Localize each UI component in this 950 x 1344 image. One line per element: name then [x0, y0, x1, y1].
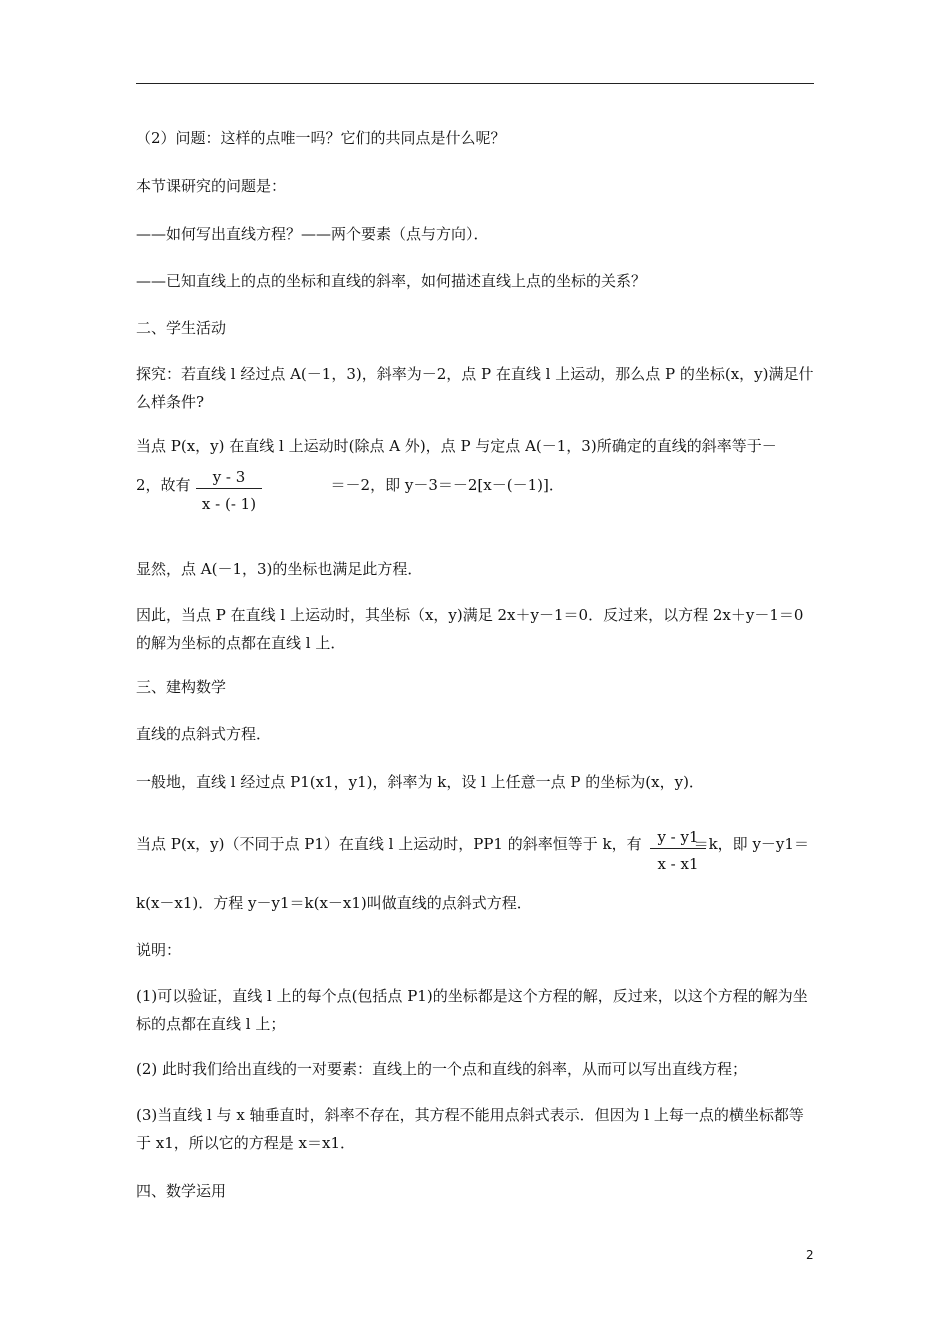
paragraph-note-3: (3)当直线 l 与 x 轴垂直时，斜率不存在，其方程不能用点斜式表示．但因为 l 上每一点的横坐标都等于 x1，所以它的方程是 x＝x1．	[136, 1106, 804, 1152]
text-since: 2，故有	[136, 476, 191, 494]
page-number: 2	[806, 1248, 814, 1262]
fraction-denominator: x - (- 1)	[201, 495, 257, 513]
fraction-slope-1	[196, 468, 262, 513]
paragraph-general: 一般地，直线 l 经过点 P1(x1，y1)，斜率为 k，设 l 上任意一点 P 的坐标为(x，y)．	[136, 773, 704, 791]
paragraph-question: （2）问题：这样的点唯一吗？它们的共同点是什么呢？	[136, 129, 506, 147]
paragraph-dash-2: ——已知直线上的点的坐标和直线的斜率，如何描述直线上点的坐标的关系？	[136, 272, 647, 290]
paragraph-therefore: 因此，当点 P 在直线 l 上运动时，其坐标（x，y)满足 2x＋y－1＝0．反过来，以方程 2x＋y－1＝0 的解为坐标的点都在直线 l 上．	[136, 606, 804, 652]
fraction-slope-2	[650, 828, 706, 873]
section-heading-4: 四、数学运用	[136, 1182, 227, 1200]
paragraph-dash-1: ——如何写出直线方程？——两个要素（点与方向）．	[136, 225, 489, 243]
paragraph-slope-line1: 当点 P(x，y) 在直线 l 上运动时(除点 A 外)，点 P 与定点 A(－1，3)所确定的直线的斜率等于－	[136, 437, 777, 455]
paragraph-intro: 本节课研究的问题是：	[136, 177, 287, 195]
paragraph-note-2: (2) 此时我们给出直线的一对要素：直线上的一个点和直线的斜率，从而可以写出直线方程；	[136, 1060, 748, 1078]
header-rule	[136, 83, 814, 84]
fraction-numerator: y - y1	[650, 828, 706, 849]
text-equation-1: ＝－2，即 y－3＝－2[x－(－1)]．	[330, 476, 564, 494]
paragraph-explore: 探究：若直线 l 经过点 A(－1，3)，斜率为－2，点 P 在直线 l 上运动，那么点 P 的坐标(x，y)满足什么样条件?	[136, 365, 814, 411]
section-heading-2: 二、学生活动	[136, 319, 227, 337]
paragraph-point-slope-title: 直线的点斜式方程．	[136, 725, 272, 743]
paragraph-note-1: (1)可以验证，直线 l 上的每个点(包括点 P1)的坐标都是这个方程的解，反过来，以这个方程的解为坐标的点都在直线 l 上；	[136, 987, 808, 1033]
text-derivation-pre: 当点 P(x，y)（不同于点 P1）在直线 l 上运动时，PP1 的斜率恒等于 k，有	[136, 835, 642, 853]
paragraph-notes-label: 说明：	[136, 941, 182, 959]
fraction-denominator: x - x1	[657, 855, 699, 873]
fraction-numerator: y - 3	[196, 468, 262, 489]
text-derivation-post: ＝k，即 y－y1＝	[693, 835, 809, 853]
section-heading-3: 三、建构数学	[136, 678, 227, 696]
paragraph-definition: k(x－x1)．方程 y－y1＝k(x－x1)叫做直线的点斜式方程．	[136, 894, 532, 912]
paragraph-obviously: 显然，点 A(－1，3)的坐标也满足此方程．	[136, 560, 423, 578]
paragraph-derivation	[136, 835, 826, 853]
